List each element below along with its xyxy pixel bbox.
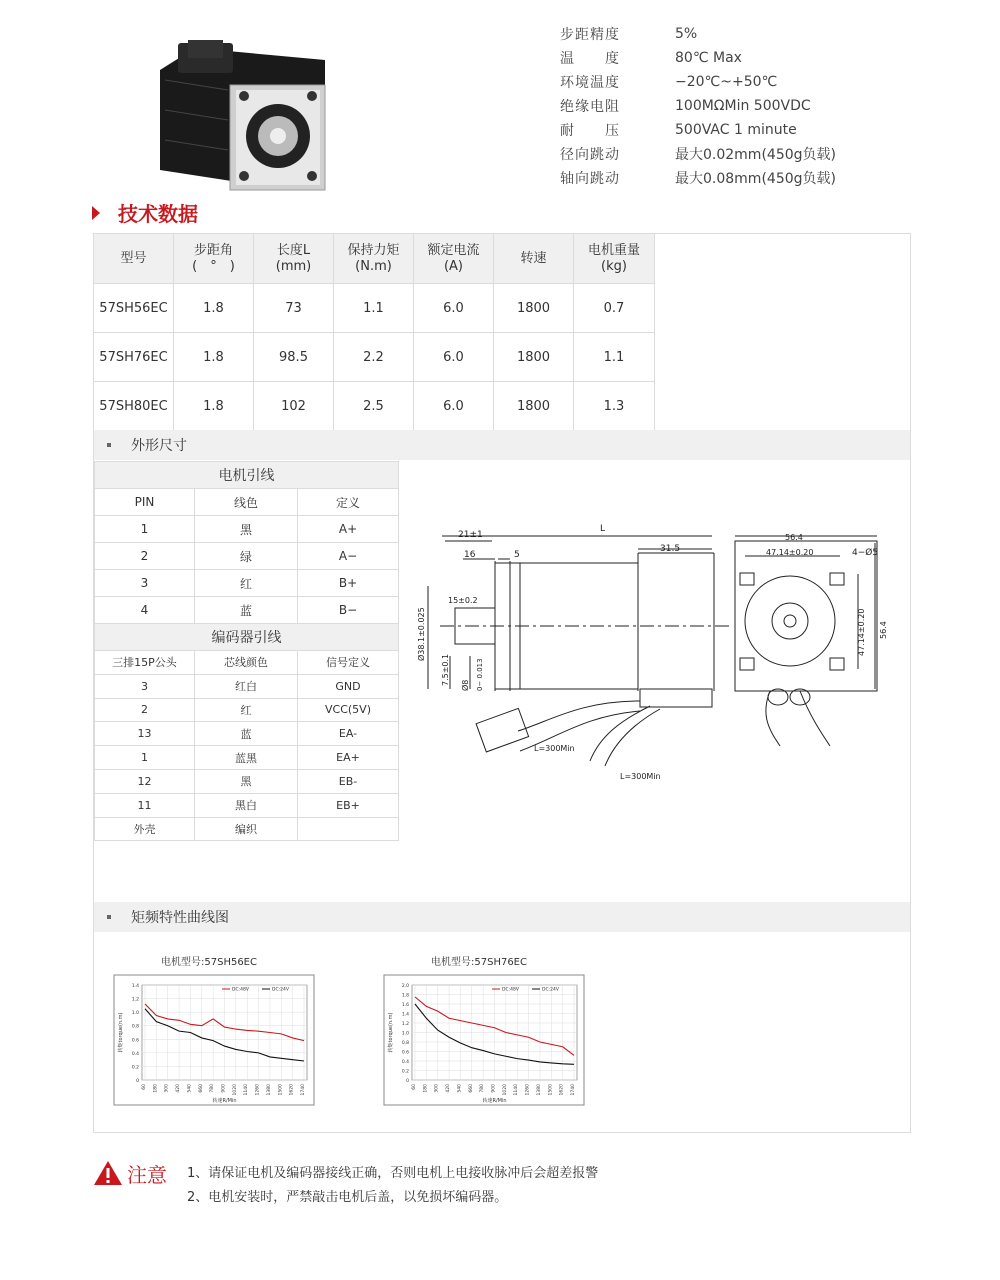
cell: 57SH80EC — [94, 382, 174, 431]
cell: 红白 — [195, 674, 298, 698]
th-holding-torque: 保持力矩 (N.m) — [334, 234, 414, 284]
cell: 2.5 — [334, 382, 414, 431]
cell — [298, 817, 399, 841]
x-tick-label: 780 — [480, 1084, 486, 1093]
cell: 蓝 — [195, 722, 298, 746]
table-row — [94, 382, 655, 431]
table-row — [94, 333, 655, 382]
cell: 定义 — [298, 489, 399, 516]
x-tick-label: 300 — [434, 1084, 440, 1093]
cell: EA- — [298, 722, 399, 746]
cell: 1800 — [494, 284, 574, 333]
cell: 3 — [95, 674, 195, 698]
cell: EA+ — [298, 746, 399, 770]
spec-value: 最大0.02mm(450g负载) — [675, 147, 836, 163]
x-tick-label: 300 — [164, 1084, 170, 1093]
y-axis-label: 转矩torque(n.m) — [388, 1012, 394, 1053]
cell: 芯线颜色 — [195, 651, 298, 675]
dim-8: Ø8 — [461, 679, 470, 691]
cell: GND — [298, 674, 399, 698]
cell: 绿 — [195, 543, 298, 570]
notes-label: 注意 — [127, 1163, 167, 1187]
spec-row — [560, 142, 836, 166]
y-tick-label: 0.4 — [131, 1051, 139, 1057]
cell: 13 — [95, 722, 195, 746]
y-tick-label: 1.4 — [401, 1012, 409, 1018]
table-row — [95, 698, 399, 722]
legend-label: DC:48V — [502, 987, 519, 993]
x-tick-label: 180 — [153, 1084, 159, 1093]
y-axis-label: 转矩torque(n.m) — [118, 1012, 124, 1053]
cell: 三排15P公头 — [95, 651, 195, 675]
cell: 蓝 — [195, 597, 298, 624]
x-tick-label: 1140 — [244, 1084, 250, 1096]
cell: 1.3 — [574, 382, 655, 431]
x-tick-label: 420 — [446, 1084, 452, 1093]
cell: 73 — [254, 284, 334, 333]
table-row — [95, 746, 399, 770]
dim-holes: 4−Ø5 — [852, 548, 879, 558]
y-tick-label: 0.8 — [131, 1024, 139, 1030]
cell: 102 — [254, 382, 334, 431]
spec-value: 100MΩMin 500VDC — [675, 98, 811, 114]
cell: VCC(5V) — [298, 698, 399, 722]
chart-title: 电机型号:57SH76EC — [431, 957, 527, 968]
bullet-icon — [107, 915, 111, 919]
dim-47-14-v: 47.14±0.20 — [857, 608, 866, 656]
spec-key: 环境温度 — [560, 75, 620, 91]
table-row — [95, 597, 399, 624]
th-length: 长度L (mm) — [254, 234, 334, 284]
dim-8-tolerance: 0− 0.013 — [476, 658, 484, 691]
chart-1 — [114, 955, 314, 1105]
cell: EB- — [298, 769, 399, 793]
x-tick-label: 660 — [198, 1084, 204, 1093]
dim-15: 15±0.2 — [448, 596, 478, 605]
torque-charts — [94, 935, 910, 1133]
spec-key: 绝缘电阻 — [560, 99, 620, 115]
warning-icon — [93, 1160, 123, 1186]
cell: 线色 — [195, 489, 298, 516]
cell: 2.2 — [334, 333, 414, 382]
cell: 6.0 — [414, 333, 494, 382]
spec-value: 最大0.08mm(450g负载) — [675, 171, 836, 187]
cell: 57SH56EC — [94, 284, 174, 333]
cell: 1800 — [494, 382, 574, 431]
dim-56-4: 56.4 — [785, 533, 803, 542]
spec-value: 500VAC 1 minute — [675, 122, 797, 138]
section-title-tech — [92, 198, 198, 227]
cell: 4 — [95, 597, 195, 624]
note-line: 2、电机安装时，严禁敲击电机后盖，以免损坏编码器。 — [187, 1190, 508, 1205]
tech-table-header — [94, 234, 655, 284]
x-tick-label: 540 — [187, 1084, 193, 1093]
cell: 2 — [95, 543, 195, 570]
motor-photo — [140, 40, 330, 200]
table-row — [94, 284, 655, 333]
x-tick-label: 1020 — [502, 1084, 508, 1096]
th-model: 型号 — [94, 234, 174, 284]
cell: 编织 — [195, 817, 298, 841]
y-tick-label: 0.4 — [401, 1060, 409, 1065]
dim-16: 16 — [464, 550, 476, 560]
cell: A+ — [298, 516, 399, 543]
cell: 6.0 — [414, 284, 494, 333]
spec-key: 步距精度 — [560, 27, 620, 43]
cell: 3 — [95, 570, 195, 597]
th-step-angle: 步距角 ( ° ) — [174, 234, 254, 284]
section-bar-outline — [94, 430, 910, 460]
x-axis-label: 转速R/Min — [212, 1098, 237, 1104]
table-row — [95, 793, 399, 817]
spec-row — [560, 118, 836, 142]
note-line: 1、请保证电机及编码器接线正确，否则电机上电接收脉冲后会超差报警 — [187, 1166, 599, 1181]
legend-label: DC:24V — [542, 987, 559, 993]
x-axis-label: 转速R/Min — [482, 1098, 507, 1104]
x-tick-label: 1500 — [548, 1084, 554, 1096]
motor-leads-caption: 电机引线 — [95, 462, 399, 489]
chart-2 — [384, 955, 584, 1105]
cell: 黑 — [195, 769, 298, 793]
table-row — [95, 543, 399, 570]
y-tick-label: 1.0 — [401, 1031, 409, 1037]
y-tick-label: 1.0 — [131, 1011, 139, 1017]
spec-row — [560, 166, 836, 190]
table-row — [95, 570, 399, 597]
section-bar-title: 外形尺寸 — [131, 438, 187, 454]
cell: B− — [298, 597, 399, 624]
x-tick-label: 1380 — [536, 1084, 542, 1096]
table-row — [95, 817, 399, 841]
cell: 黑白 — [195, 793, 298, 817]
cell: 蓝黑 — [195, 746, 298, 770]
dim-L: L — [600, 524, 606, 534]
cell: 1.8 — [174, 333, 254, 382]
cell: 红 — [195, 570, 298, 597]
dim-38: Ø38.1±0.025 — [417, 607, 426, 661]
cell: 6.0 — [414, 382, 494, 431]
lead-table — [94, 461, 399, 841]
spec-row — [560, 94, 836, 118]
triangle-icon — [92, 206, 100, 220]
cell: 57SH76EC — [94, 333, 174, 382]
y-tick-label: 0 — [406, 1079, 409, 1084]
x-tick-label: 1020 — [232, 1084, 238, 1096]
table-row — [95, 516, 399, 543]
cell: 1 — [95, 516, 195, 543]
spec-key: 温 度 — [560, 51, 620, 67]
dim-31-5: 31.5 — [660, 544, 681, 554]
outline-drawing — [400, 461, 910, 841]
y-tick-label: 2.0 — [401, 984, 409, 989]
dim-21: 21±1 — [458, 530, 483, 540]
x-tick-label: 1260 — [525, 1084, 531, 1096]
y-tick-label: 0.8 — [401, 1041, 409, 1046]
x-tick-label: 1740 — [301, 1084, 306, 1096]
y-tick-label: 1.4 — [131, 984, 139, 989]
cell: 1.1 — [334, 284, 414, 333]
cable-length-1: L=300Min — [534, 744, 575, 753]
spec-value: 5% — [675, 26, 698, 42]
cell: 信号定义 — [298, 651, 399, 675]
x-tick-label: 780 — [210, 1084, 216, 1093]
x-tick-label: 660 — [468, 1084, 474, 1093]
spec-value: −20℃~+50℃ — [675, 74, 778, 90]
encoder-leads-caption: 编码器引线 — [95, 624, 399, 651]
spec-list — [560, 22, 836, 190]
cell: 1.8 — [174, 284, 254, 333]
spec-key: 轴向跳动 — [560, 171, 620, 187]
x-tick-label: 1740 — [571, 1084, 576, 1096]
cell: 红 — [195, 698, 298, 722]
th-weight: 电机重量 (kg) — [574, 234, 655, 284]
cell: 外壳 — [95, 817, 195, 841]
table-row — [95, 489, 399, 516]
legend-label: DC:24V — [272, 987, 289, 993]
section-bar-title: 矩频特性曲线图 — [131, 910, 229, 926]
chart-title: 电机型号:57SH56EC — [161, 957, 257, 968]
cell: 1.1 — [574, 333, 655, 382]
table-row — [95, 769, 399, 793]
cell: 2 — [95, 698, 195, 722]
y-tick-label: 0.6 — [401, 1050, 409, 1056]
table-row — [95, 674, 399, 698]
y-tick-label: 1.2 — [401, 1022, 409, 1027]
dim-56-4-v: 56.4 — [879, 621, 888, 639]
y-tick-label: 0.2 — [131, 1065, 139, 1071]
cell: 1.8 — [174, 382, 254, 431]
x-tick-label: 420 — [176, 1084, 182, 1093]
spec-row — [560, 22, 836, 46]
cell: 12 — [95, 769, 195, 793]
y-tick-label: 0.6 — [131, 1038, 139, 1044]
y-tick-label: 1.6 — [401, 1003, 409, 1008]
x-tick-label: 1620 — [289, 1084, 295, 1096]
x-tick-label: 180 — [423, 1084, 429, 1093]
cell: 1 — [95, 746, 195, 770]
cell: EB+ — [298, 793, 399, 817]
x-tick-label: 60 — [412, 1084, 417, 1090]
cell: B+ — [298, 570, 399, 597]
cable-length-2: L=300Min — [620, 772, 661, 781]
x-tick-label: 60 — [142, 1084, 147, 1090]
tech-table — [93, 233, 655, 431]
legend-label: DC:48V — [232, 987, 249, 993]
x-tick-label: 900 — [221, 1084, 227, 1093]
table-row — [95, 722, 399, 746]
spec-key: 耐 压 — [560, 123, 620, 139]
x-tick-label: 1260 — [255, 1084, 261, 1096]
spec-row — [560, 46, 836, 70]
x-tick-label: 900 — [491, 1084, 497, 1093]
y-tick-label: 1.8 — [401, 993, 409, 999]
y-tick-label: 0 — [136, 1079, 139, 1084]
x-tick-label: 1500 — [278, 1084, 284, 1096]
x-tick-label: 1140 — [514, 1084, 520, 1096]
x-tick-label: 1620 — [559, 1084, 565, 1096]
x-tick-label: 1380 — [266, 1084, 272, 1096]
table-row — [95, 651, 399, 675]
th-rated-current: 额定电流 (A) — [414, 234, 494, 284]
bullet-icon — [107, 443, 111, 447]
spec-key: 径向跳动 — [560, 147, 620, 163]
section-bar-curve — [94, 902, 910, 932]
cell: A− — [298, 543, 399, 570]
section-title-text: 技术数据 — [118, 202, 198, 226]
dim-5: 5 — [514, 550, 520, 560]
y-tick-label: 0.2 — [401, 1069, 409, 1075]
cell: 黑 — [195, 516, 298, 543]
spec-row — [560, 70, 836, 94]
cell: 98.5 — [254, 333, 334, 382]
y-tick-label: 1.2 — [131, 997, 139, 1003]
th-speed: 转速 — [494, 234, 574, 284]
notes — [93, 1160, 598, 1210]
dim-7-5: 7.5±0.1 — [441, 653, 450, 686]
dim-47-14: 47.14±0.20 — [766, 548, 814, 557]
cell: 1800 — [494, 333, 574, 382]
x-tick-label: 540 — [457, 1084, 463, 1093]
cell: PIN — [95, 489, 195, 516]
cell: 11 — [95, 793, 195, 817]
cell: 0.7 — [574, 284, 655, 333]
spec-value: 80℃ Max — [675, 50, 742, 66]
